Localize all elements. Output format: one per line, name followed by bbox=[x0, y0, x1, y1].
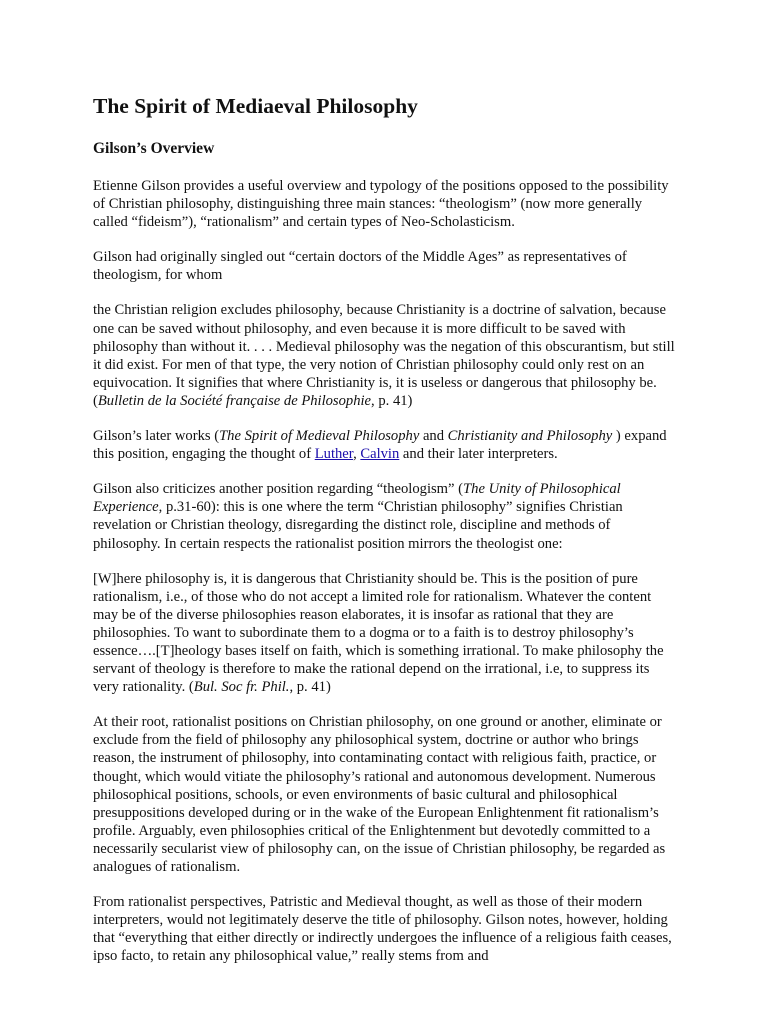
text-fragment: Gilson also criticizes another position regarding “theologism” ( bbox=[93, 481, 464, 498]
text-fragment: ) expand this position, engaging the thought of bbox=[93, 428, 667, 463]
work-title-spirit: The Spirit of Medieval Philosophy bbox=[219, 428, 420, 445]
citation-unity: The Unity of Philosophical Experience bbox=[93, 481, 621, 516]
citation-bul-soc: Bul. Soc fr. Phil. bbox=[193, 679, 290, 696]
text-fragment: and their later interpreters. bbox=[399, 446, 558, 463]
text-fragment: , bbox=[353, 446, 361, 463]
quote-text: the Christian religion excludes philosophy, because Christianity is a doctrine of salvation, because one can be saved without philosophy, and even because it is more difficult to be saved with philosophy than without it. . . . Medieval philosophy was the negation of this obscurantism, but still it did exist. For men of that type, the very notion of Christian philosophy could only rest on an equivocation. It signifies that where Christianity is, it is useless or dangerous that philosophy be. ( bbox=[93, 302, 675, 409]
link-calvin[interactable]: Calvin bbox=[360, 446, 400, 463]
text-fragment: , p.31-60): this is one where the term “Christian philosophy” signifies Christian revelation or Christian theology, disregarding the distinct role, discipline and methods of philosophy. In certain respects the rationalist position mirrors the theologist one: bbox=[93, 499, 623, 552]
document-page bbox=[93, 93, 675, 982]
text-fragment: and bbox=[419, 428, 448, 445]
paragraph-theologism: Gilson had originally singled out “certain doctors of the Middle Ages” as representatives of theologism, for whom bbox=[93, 249, 627, 284]
quote-bulletin bbox=[93, 301, 675, 410]
paragraph-rationalist-perspectives: From rationalist perspectives, Patristic and Medieval thought, as well as those of their modern interpreters, would not legitimately deserve the title of philosophy. Gilson notes, however, holding that “everything that either directly or indirectly undergoes the influence of a religious faith ceases, ipso facto, to retain any philosophical value,” really stems from and bbox=[93, 894, 672, 965]
section-heading: Gilson’s Overview bbox=[93, 140, 215, 157]
text-fragment: Gilson’s later works ( bbox=[93, 428, 220, 445]
page-title: The Spirit of Mediaeval Philosophy bbox=[93, 94, 418, 118]
paragraph-intro: Etienne Gilson provides a useful overview and typology of the positions opposed to the possibility of Christian philosophy, distinguishing three main stances: “theologism” (now more generally called “fideism”), “rationalism” and certain types of Neo-Scholasticism. bbox=[93, 178, 669, 231]
citation-bulletin: Bulletin de la Société française de Philosophie bbox=[97, 392, 372, 409]
citation-page: , p. 41) bbox=[371, 392, 413, 409]
citation-page: , p. 41) bbox=[289, 679, 331, 696]
paragraph-rationalist-positions: At their root, rationalist positions on Christian philosophy, on one ground or another, eliminate or exclude from the field of philosophy any philosophical system, doctrine or author who brings reason, the instrument of philosophy, into contaminating contact with religious faith, practice, or thought, which would vitiate the philosophy’s rational and autonomous development. Numerous philosophical positions, schools, or even environments of basic cultural and philosophical presuppositions developed during or in the wake of the European Enlightenment fit rationalism’s profile. Arguably, even philosophies critical of the Enlightenment but devotedly committed to a necessarily secularist view of philosophy can, on the issue of Christian philosophy, be regarded as analogues of rationalism. bbox=[93, 714, 666, 875]
quote-rationalism bbox=[93, 570, 675, 697]
quote-text: [W]here philosophy is, it is dangerous that Christianity should be. This is the position of pure rationalism, i.e., of those who do not accept a limited role for rationalism. Whatever the content may be of the diverse philosophies reason elaborates, it is insofar as rational that they are philosophies. To want to subordinate them to a dogma or to a faith is to destroy philosophy’s essence….[T]heology bases itself on faith, which is something irrational. To make philosophy the servant of theology is therefore to make the rational depend on the irrational, i.e, to suppress its very rationality. ( bbox=[93, 570, 664, 696]
link-luther[interactable]: Luther bbox=[314, 446, 354, 463]
work-title-christianity: Christianity and Philosophy bbox=[447, 428, 613, 445]
paragraph-unity bbox=[93, 480, 675, 552]
paragraph-later-works bbox=[93, 427, 675, 463]
